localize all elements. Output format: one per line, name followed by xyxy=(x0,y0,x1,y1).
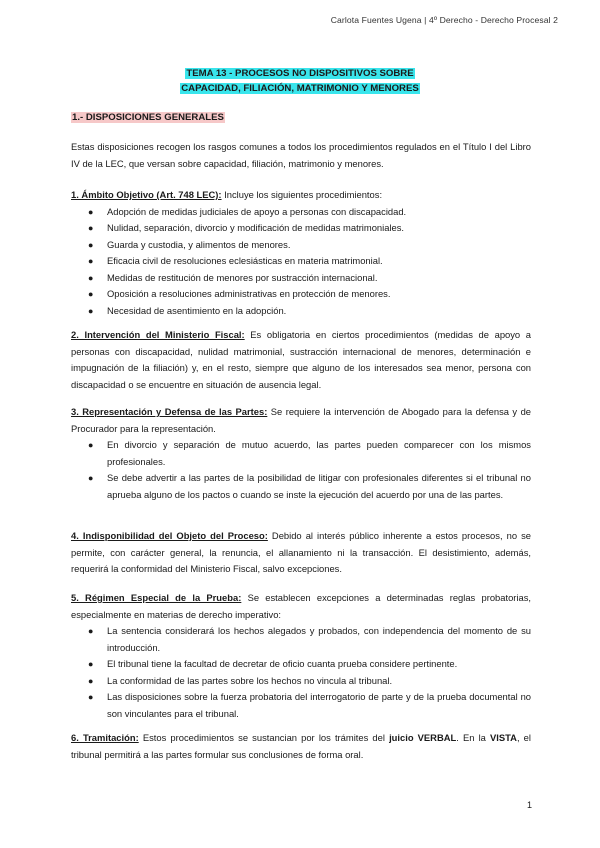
list-item xyxy=(71,303,531,320)
section-text: Se establecen excepciones a determinadas reglas probatorias, especialmente en materias de derecho imperativo: xyxy=(71,592,531,620)
list-item xyxy=(71,237,531,254)
page-title xyxy=(0,66,600,96)
list-item xyxy=(71,470,531,503)
bullet-icon: ● xyxy=(88,289,94,299)
list-item-text: Las disposiciones sobre la fuerza probatoria del interrogatorio de parte y de la prueba documental no son vinculantes para el tribunal. xyxy=(107,691,531,719)
document-header: Carlota Fuentes Ugena | 4º Derecho - Derecho Procesal 2 xyxy=(330,15,558,25)
list-item-text: Medidas de restitución de menores por sustracción internacional. xyxy=(107,271,378,283)
bullet-icon: ● xyxy=(88,206,94,217)
title-line-2: CAPACIDAD, FILIACIÓN, MATRIMONIO Y MENORES xyxy=(181,83,419,94)
section-label: 3. Representación y Defensa de las Partes: xyxy=(71,406,268,417)
list-item xyxy=(71,623,531,656)
section-representacion-defensa xyxy=(71,404,531,503)
list-item-text: Necesidad de asentimiento en la adopción. xyxy=(107,304,287,316)
list-item xyxy=(71,656,531,673)
bullet-icon: ● xyxy=(88,305,94,316)
emphasis-vista: VISTA xyxy=(490,732,517,743)
section-tramitacion xyxy=(71,730,531,763)
list-item xyxy=(71,204,531,221)
section-label: 2. Intervención del Ministerio Fiscal: xyxy=(71,329,245,340)
list-item-text: En divorcio y separación de mutuo acuerdo, las partes pueden comparecer con los mismos profesionales. xyxy=(107,439,531,467)
section-text: Se requiere la intervención de Abogado para la defensa y de Procurador para la representación. xyxy=(71,406,531,434)
list-item xyxy=(71,437,531,470)
bullet-icon: ● xyxy=(88,272,94,283)
section-label: 5. Régimen Especial de la Prueba: xyxy=(71,592,242,603)
bullet-icon: ● xyxy=(88,692,94,702)
section-ambito-objetivo xyxy=(71,187,531,319)
list-item-text: La sentencia considerará los hechos alegados y probados, con independencia del momento de su introducción. xyxy=(107,625,531,653)
section-text: Es obligatoria en ciertos procedimientos (medidas de apoyo a personas con discapacidad, nulidad matrimonial, sustracción internacional de menores, determinación e impugnación de la filiación) y, en el resto, siempre que alguno de los interesados sea menor, persona con discapacidad o se encuentre en situación de ausencia legal. xyxy=(71,329,532,390)
list-item-text: Eficacia civil de resoluciones eclesiásticas en materia matrimonial. xyxy=(107,255,383,266)
list-item-text: El tribunal tiene la facultad de decretar de oficio cuanta prueba considere pertinente. xyxy=(107,658,458,669)
section-text: Estos procedimientos se sustancian por los trámites del xyxy=(138,732,390,743)
bullet-icon: ● xyxy=(88,473,94,483)
list-item-text: Se debe advertir a las partes de la posibilidad de litigar con profesionales diferentes si el tribunal no aprueba alguno de los pactos o cuando se inste la ejecución del acuerdo por una de las partes. xyxy=(107,472,531,500)
section-text: Debido al interés público inherente a estos procesos, no se permite, con carácter general, la renuncia, el allanamiento ni la transacción. El desistimiento, además, requerirá la conformidad del Ministerio Fiscal, salvo excepciones. xyxy=(71,530,531,574)
intro-paragraph: Estas disposiciones recogen los rasgos comunes a todos los procedimientos regulados en el Título I del Libro IV de la LEC, que versan sobre capacidad, filiación, matrimonio y menores. xyxy=(71,141,531,169)
list-item xyxy=(71,253,531,270)
section-text: Incluye los siguientes procedimientos: xyxy=(221,189,383,200)
bullet-icon: ● xyxy=(88,256,94,266)
section-indisponibilidad xyxy=(71,528,531,578)
section-heading: 1.- DISPOSICIONES GENERALES xyxy=(72,112,224,123)
bullet-icon: ● xyxy=(88,223,94,233)
bullet-icon: ● xyxy=(88,440,94,450)
page-number: 1 xyxy=(526,800,532,810)
list-item xyxy=(71,689,531,722)
section-ministerio-fiscal xyxy=(71,327,531,393)
bullet-list xyxy=(71,204,531,320)
section-text: . En la xyxy=(456,732,491,743)
bullet-list xyxy=(71,437,531,503)
bullet-list xyxy=(71,623,531,722)
list-item-text: Nulidad, separación, divorcio y modificación de medidas matrimoniales. xyxy=(107,222,405,233)
list-item xyxy=(71,270,531,287)
section-label: 6. Tramitación: xyxy=(71,732,139,743)
list-item-text: Adopción de medidas judiciales de apoyo a personas con discapacidad. xyxy=(107,205,407,217)
bullet-icon: ● xyxy=(88,659,94,669)
section-regimen-prueba xyxy=(71,590,531,722)
list-item xyxy=(71,673,531,690)
section-label: 4. Indisponibilidad del Objeto del Proceso: xyxy=(71,530,268,541)
emphasis-juicio-verbal: juicio VERBAL xyxy=(389,732,457,743)
list-item-text: Guarda y custodia, y alimentos de menores. xyxy=(107,238,291,250)
list-item-text: Oposición a resoluciones administrativas en protección de menores. xyxy=(107,288,391,299)
section-text: , el tribunal permitirá a las partes formular sus conclusiones de forma oral. xyxy=(71,732,531,760)
section-label: 1. Ámbito Objetivo (Art. 748 LEC): xyxy=(71,189,222,200)
bullet-icon: ● xyxy=(88,239,94,250)
list-item xyxy=(71,220,531,237)
list-item-text: La conformidad de las partes sobre los hechos no vincula al tribunal. xyxy=(107,674,393,686)
bullet-icon: ● xyxy=(88,675,94,686)
list-item xyxy=(71,286,531,303)
bullet-icon: ● xyxy=(88,626,94,636)
title-line-1: TEMA 13 - PROCESOS NO DISPOSITIVOS SOBRE xyxy=(186,68,414,79)
